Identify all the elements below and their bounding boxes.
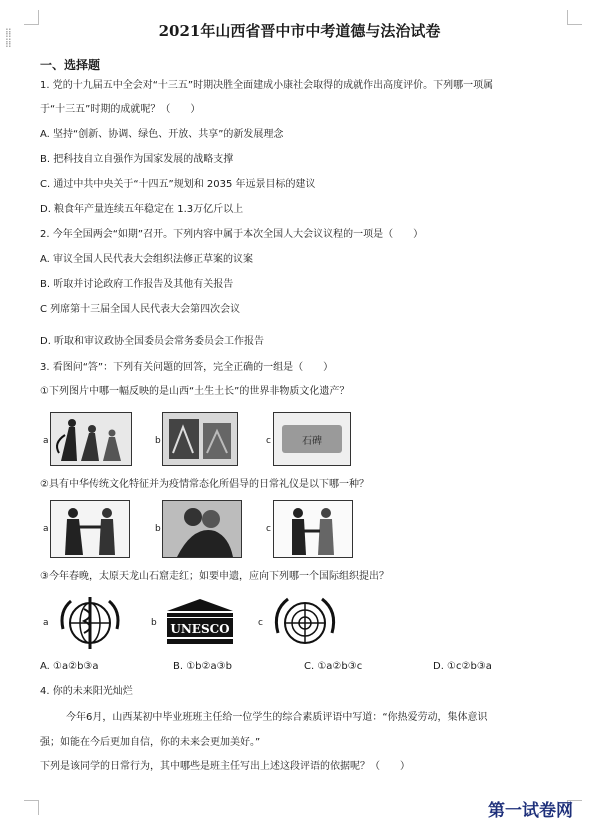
stone-sign-image xyxy=(273,412,351,466)
q1-stem-line1: 1. 党的十九届五中全会对“十三五”时期决胜全面建成小康社会取得的成就作出高度评价。下列哪一项属 xyxy=(40,80,494,91)
q3-sub1-images xyxy=(40,410,560,470)
q3-option-d: D. ①c②b③a xyxy=(433,661,492,672)
q3-sub2-images xyxy=(40,498,560,558)
q2-stem: 2. 今年全国两会“如期”召开。下列内容中属于本次全国人大会议议程的一项是（ ） xyxy=(40,229,424,240)
image-label-b: b xyxy=(151,618,157,628)
image-label-c: c xyxy=(258,618,263,628)
unesco-logo-text: UNESCO xyxy=(170,622,230,636)
q3-sub3-images xyxy=(40,590,560,650)
q1-option-b: B. 把科技自立自强作为国家发展的战略支撑 xyxy=(40,154,234,165)
who-emblem-image xyxy=(50,592,130,654)
dancers-image xyxy=(50,412,132,466)
handshake-greeting-image xyxy=(273,500,353,558)
bowing-greeting-image xyxy=(50,500,130,558)
q3-option-b: B. ①b②a③b xyxy=(173,661,232,672)
q3-option-a: A. ①a②b③a xyxy=(40,661,99,672)
q3-answer-options xyxy=(40,661,560,675)
image-label-a: a xyxy=(43,436,49,446)
q3-sub3: ③今年春晚，太原天龙山石窟走红；如要申遗，应向下列哪一个国际组织提出？ xyxy=(40,571,389,582)
image-label-c: c xyxy=(266,524,271,534)
page-title: 2021年山西省晋中市中考道德与法治试卷 xyxy=(158,22,441,40)
stone-carving-image xyxy=(162,412,238,466)
q1-stem-line2: 于“十三五”时期的成就呢？（ ） xyxy=(40,104,201,115)
crop-mark-bottom-left xyxy=(24,800,39,815)
stone-sign-text: 石碑 xyxy=(302,436,322,447)
q1-option-a: A. 坚持“创新、协调、绿色、开放、共享”的新发展理念 xyxy=(40,129,284,140)
q3-sub2: ②具有中华传统文化特征并为疫情常态化所倡导的日常礼仪是以下哪一种？ xyxy=(40,479,369,490)
q2-option-c: C 列席第十三届全国人民代表大会第四次会议 xyxy=(40,304,241,315)
image-label-b: b xyxy=(155,436,161,446)
image-label-b: b xyxy=(155,524,161,534)
q4-stem: 4. 你的未来阳光灿烂 xyxy=(40,686,133,697)
q2-option-d: D. 听取和审议政协全国委员会常务委员会工作报告 xyxy=(40,336,265,347)
q4-paragraph-line1: 今年6月，山西某初中毕业班班主任给一位学生的综合素质评语中写道：“你热爱劳动，集体意识 xyxy=(66,712,488,723)
q3-stem: 3. 看图问“答”：下列有关问题的回答，完全正确的一组是（ ） xyxy=(40,362,334,373)
q3-sub1: ①下列图片中哪一幅反映的是山西“土生土长”的世界非物质文化遗产？ xyxy=(40,386,350,397)
un-emblem-image xyxy=(265,592,345,654)
q2-option-b: B. 听取并讨论政府工作报告及其他有关报告 xyxy=(40,279,234,290)
q4-question: 下列是该同学的日常行为，其中哪些是班主任写出上述这段评语的依据呢？（ ） xyxy=(40,761,410,772)
drag-handle-icon[interactable]: ⁞⁞ ⁞⁞ xyxy=(5,26,11,50)
image-label-a: a xyxy=(43,524,49,534)
q2-option-a: A. 审议全国人民代表大会组织法修正草案的议案 xyxy=(40,254,254,265)
section-heading: 一、选择题 xyxy=(40,58,101,72)
unesco-logo-image xyxy=(160,596,240,648)
q1-option-c: C. 通过中共中央关于“十四五”规划和 2035 年远景目标的建议 xyxy=(40,179,316,190)
q4-paragraph-line2: 强；如能在今后更加自信，你的未来会更加美好。” xyxy=(40,737,261,748)
image-label-a: a xyxy=(43,618,49,628)
q3-option-c: C. ①a②b③c xyxy=(304,661,363,672)
image-label-c: c xyxy=(266,436,271,446)
watermark-footer: 第一试卷网 xyxy=(488,801,573,821)
q1-option-d: D. 粮食年产量连续五年稳定在 1.3万亿斤以上 xyxy=(40,204,244,215)
hug-greeting-image xyxy=(162,500,242,558)
